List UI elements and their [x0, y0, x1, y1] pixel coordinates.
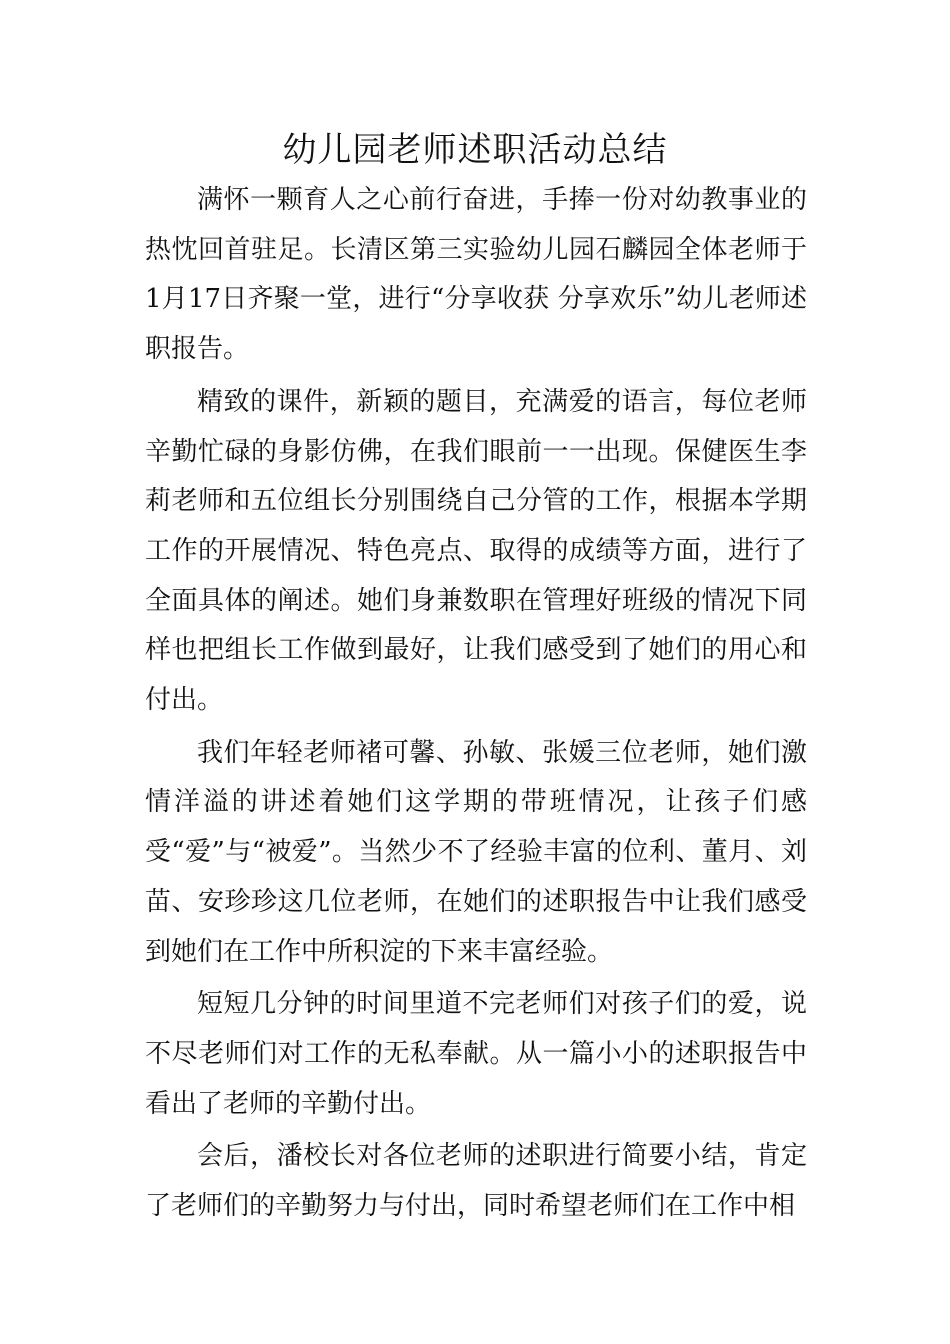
paragraph-1: 满怀一颗育人之心前行奋进，手捧一份对幼教事业的热忱回首驻足。长清区第三实验幼儿园石麟园全体老师于1月17日齐聚一堂，进行“分享收获 分享欢乐”幼儿老师述职报告。 [145, 185, 807, 365]
paragraph-3: 我们年轻老师褚可馨、孙敏、张媛三位老师，她们激情洋溢的讲述着她们这学期的带班情况，让孩子们感受“爱”与“被爱”。当然少不了经验丰富的位利、董月、刘苗、安珍珍这几位老师，在她们的述职报告中让我们感受到她们在工作中所积淀的下来丰富经验。 [145, 737, 807, 967]
paragraph-5: 会后，潘校长对各位老师的述职进行简要小结，肯定了老师们的辛勤努力与付出，同时希望老师们在工作中相 [145, 1141, 807, 1222]
paragraph-4: 短短几分钟的时间里道不完老师们对孩子们的爱，说不尽老师们对工作的无私奉献。从一篇小小的述职报告中看出了老师的辛勤付出。 [145, 989, 807, 1119]
document-body [145, 176, 807, 1235]
paragraph-2: 精致的课件，新颖的题目，充满爱的语言，每位老师辛勤忙碌的身影仿佛，在我们眼前一一出现。保健医生李莉老师和五位组长分别围绕自己分管的工作，根据本学期工作的开展情况、特色亮点、取得的成绩等方面，进行了全面具体的阐述。她们身兼数职在管理好班级的情况下同样也把组长工作做到最好，让我们感受到了她们的用心和付出。 [145, 386, 807, 716]
document-title: 幼儿园老师述职活动总结 [282, 130, 668, 170]
